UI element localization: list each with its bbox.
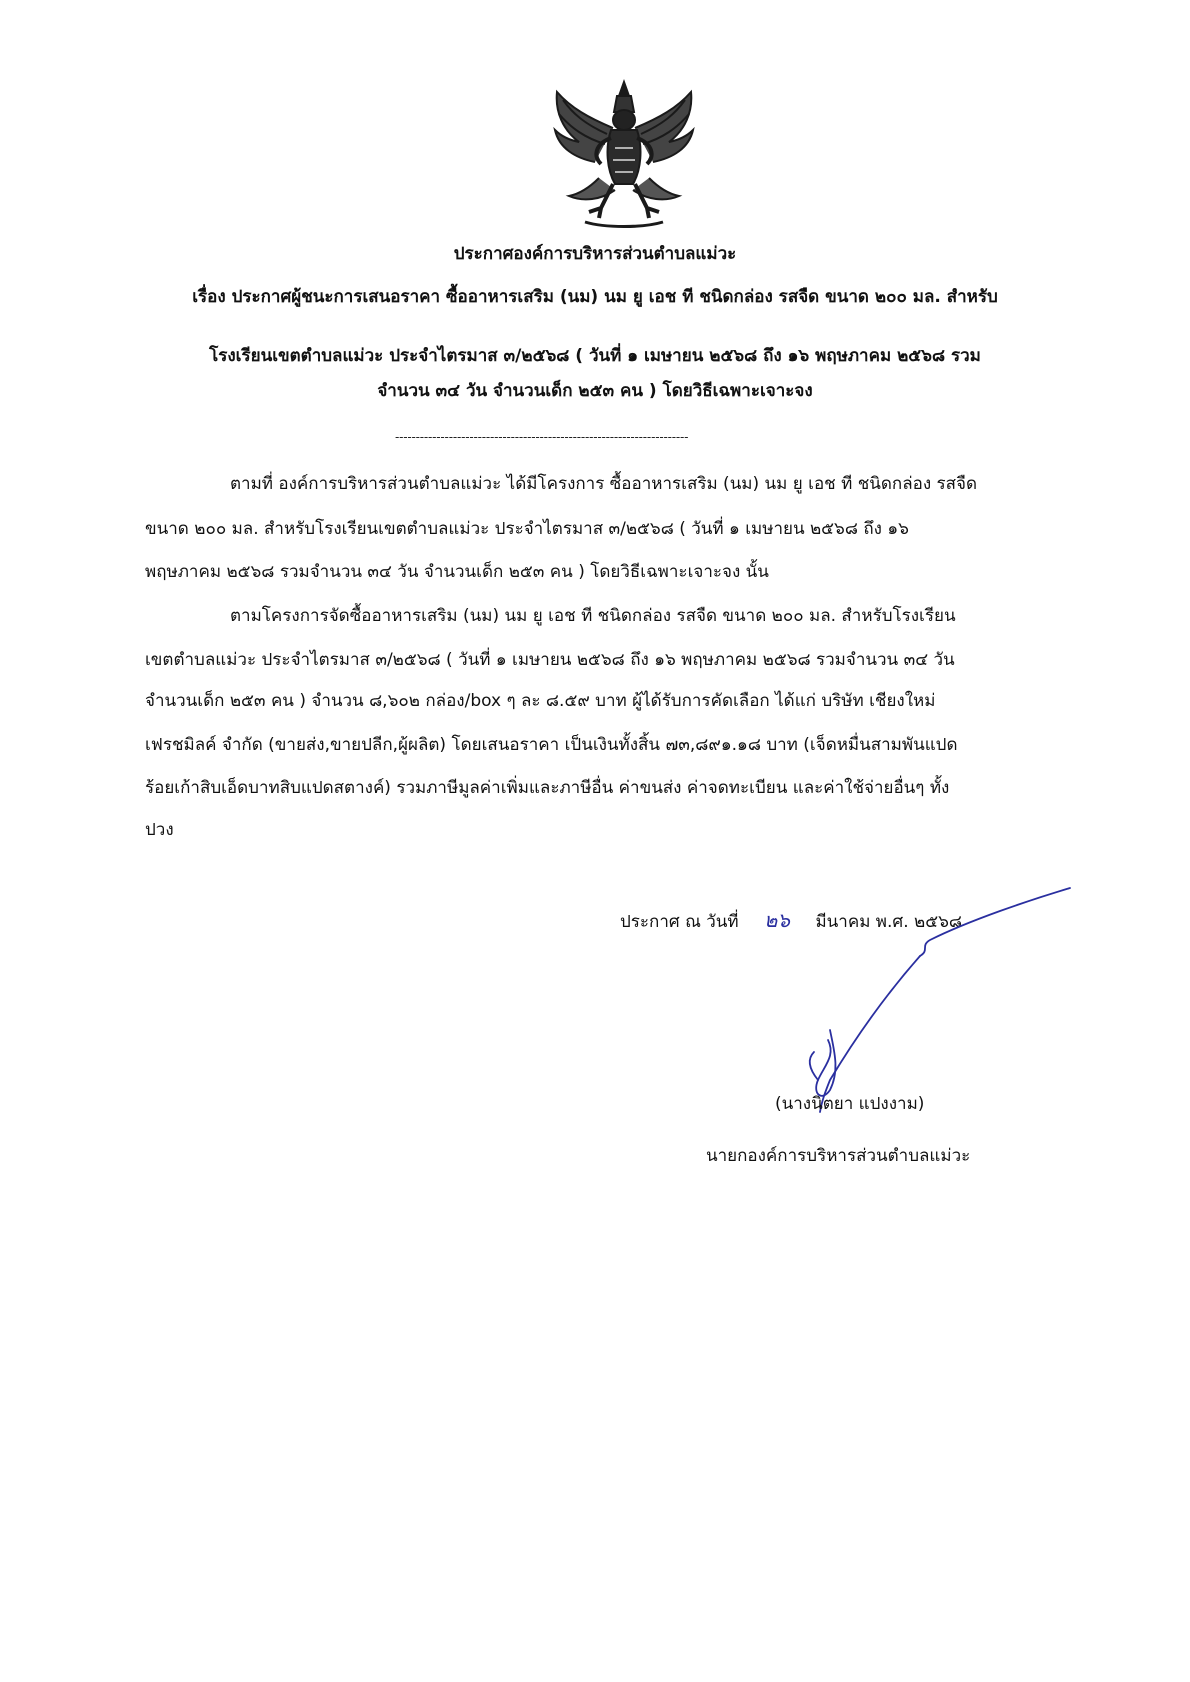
- paragraph-1-line-2: ขนาด ๒๐๐ มล. สำหรับโรงเรียนเขตตำบลแม่วะ ประจำไตรมาส ๓/๒๕๖๘ ( วันที่ ๑ เมษายน ๒๕๖๘ ถึง ๑๖: [145, 519, 909, 539]
- date-day-handwritten: ๒๖: [764, 908, 790, 932]
- header-divider: -----------------------------------------------------------------------: [395, 430, 689, 444]
- paragraph-2-line-2: เขตตำบลแม่วะ ประจำไตรมาส ๓/๒๕๖๘ ( วันที่ ๑ เมษายน ๒๕๖๘ ถึง ๑๖ พฤษภาคม ๒๕๖๘ รวมจำนวน ๓๔ วัน: [145, 650, 955, 670]
- subject-line-3: จำนวน ๓๔ วัน จำนวนเด็ก ๒๕๓ คน ) โดยวิธีเฉพาะเจาะจง: [377, 381, 813, 401]
- paragraph-2-line-4: เฟรชมิลค์ จำกัด (ขายส่ง,ขายปลีก,ผู้ผลิต) โดยเสนอราคา เป็นเงินทั้งสิ้น ๗๓,๘๙๑.๑๘ บาท (เจ็ดหมื่นสามพันแปด: [145, 735, 958, 755]
- paragraph-2-line-1: ตามโครงการจัดซื้ออาหารเสริม (นม) นม ยู เอช ที ชนิดกล่อง รสจืด ขนาด ๒๐๐ มล. สำหรับโรงเรียน: [230, 606, 956, 626]
- paragraph-1-line-3: พฤษภาคม ๒๕๖๘ รวมจำนวน ๓๔ วัน จำนวนเด็ก ๒๕๓ คน ) โดยวิธีเฉพาะเจาะจง นั้น: [145, 562, 769, 582]
- date-prefix: ประกาศ ณ วันที่: [620, 912, 739, 932]
- paragraph-2-line-6: ปวง: [145, 820, 174, 840]
- garuda-emblem-icon: [549, 78, 699, 230]
- date-suffix: มีนาคม พ.ศ. ๒๕๖๘: [815, 912, 962, 932]
- signature-icon: [800, 880, 1090, 1120]
- paragraph-1-line-1: ตามที่ องค์การบริหารส่วนตำบลแม่วะ ได้มีโครงการ ซื้ออาหารเสริม (นม) นม ยู เอช ที ชนิดกล่อง รสจืด: [230, 474, 978, 494]
- subject-line-2: โรงเรียนเขตตำบลแม่วะ ประจำไตรมาส ๓/๒๕๖๘ ( วันที่ ๑ เมษายน ๒๕๖๘ ถึง ๑๖ พฤษภาคม ๒๕๖๘ รวม: [209, 346, 981, 366]
- paragraph-2-line-5: ร้อยเก้าสิบเอ็ดบาทสิบแปดสตางค์) รวมภาษีมูลค่าเพิ่มและภาษีอื่น ค่าขนส่ง ค่าจดทะเบียน และค่าใช้จ่ายอื่นๆ ทั้ง: [145, 778, 950, 798]
- signer-title: นายกองค์การบริหารส่วนตำบลแม่วะ: [706, 1146, 971, 1166]
- announcement-title: ประกาศองค์การบริหารส่วนตำบลแม่วะ: [453, 244, 737, 264]
- signer-name: (นางนิตยา แปงงาม): [775, 1094, 925, 1114]
- subject-line-1: เรื่อง ประกาศผู้ชนะการเสนอราคา ซื้ออาหารเสริม (นม) นม ยู เอช ที ชนิดกล่อง รสจืด ขนาด ๒๐๐ มล. สำหรับ: [192, 287, 998, 307]
- paragraph-2-line-3: จำนวนเด็ก ๒๕๓ คน ) จำนวน ๘,๖๐๒ กล่อง/box ๆ ละ ๘.๕๙ บาท ผู้ได้รับการคัดเลือก ได้แก่ บริษัท เชียงใหม่: [145, 691, 936, 711]
